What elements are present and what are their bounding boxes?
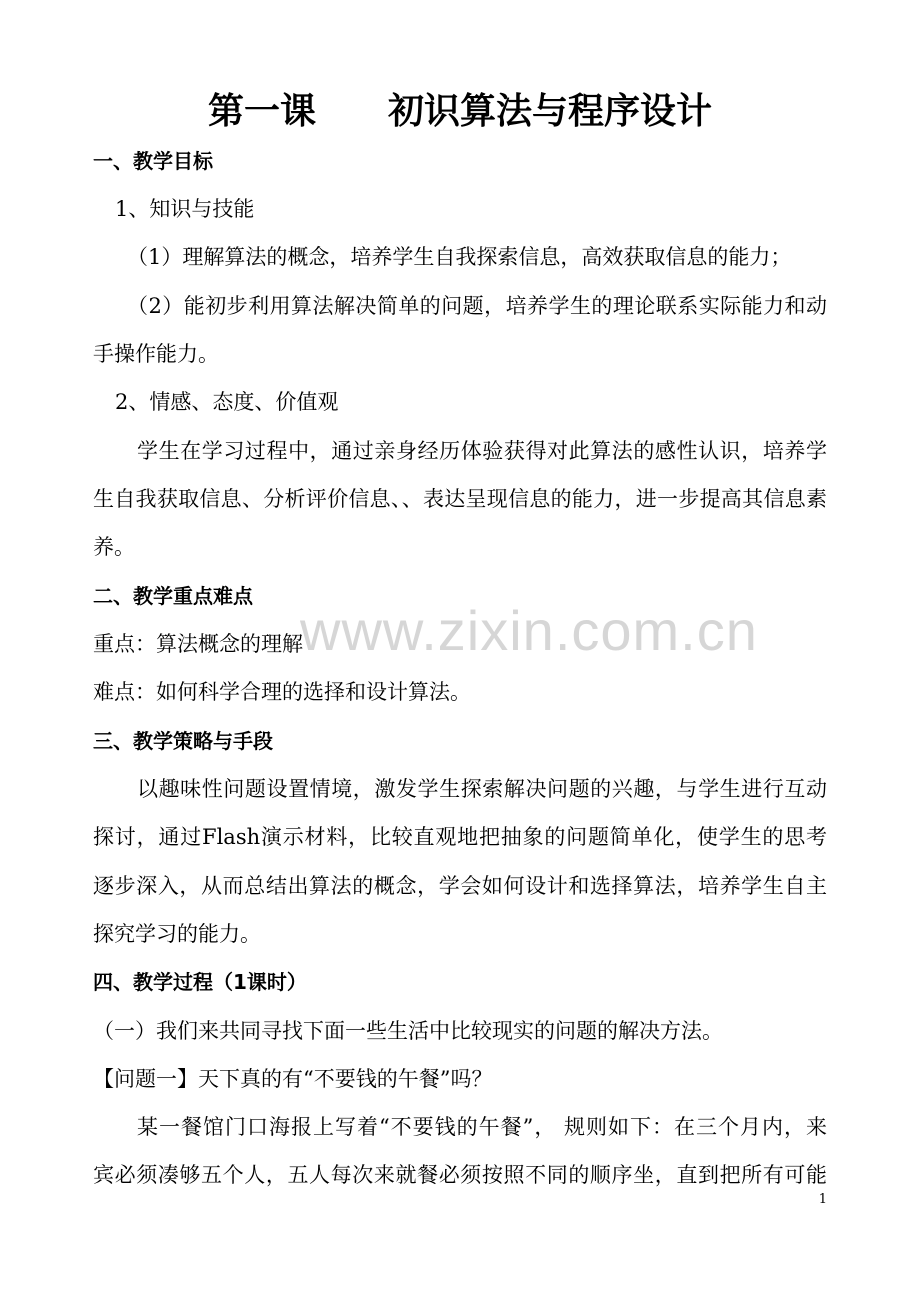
section-heading-3: 三、教学策略与手段 <box>93 729 273 753</box>
section-heading-2: 二、教学重点难点 <box>93 584 253 608</box>
paragraph-line: 逐步深入，从而总结出算法的概念，学会如何设计和选择算法，培养学生自主 <box>93 874 827 898</box>
paragraph-line: （1）理解算法的概念，培养学生自我探索信息，高效获取信息的能力； <box>127 245 792 269</box>
paragraph-line: 手操作能力。 <box>93 342 219 366</box>
paragraph-line: 养。 <box>93 535 135 559</box>
paragraph-line: 某一餐馆门口海报上写着“不要钱的午餐”， 规则如下：在三个月内，来 <box>137 1115 827 1139</box>
subheading-attitude-values: 2、情感、态度、价值观 <box>115 390 339 414</box>
paragraph-line: （一）我们来共同寻找下面一些生活中比较现实的问题的解决方法。 <box>93 1019 723 1043</box>
paragraph-line: 生自我获取信息、分析评价信息、、表达呈现信息的能力，进一步提高其信息素 <box>93 487 827 511</box>
paragraph-line: （2）能初步利用算法解决简单的问题，培养学生的理论联系实际能力和动 <box>127 294 827 318</box>
section-heading-4: 四、教学过程（1课时） <box>93 970 307 994</box>
page-title: 第一课 初识算法与程序设计 <box>207 91 712 132</box>
paragraph-line: 探讨，通过Flash演示材料，比较直观地把抽象的问题简单化，使学生的思考 <box>93 825 827 849</box>
page-number: 1 <box>818 1192 827 1207</box>
paragraph-line: 难点：如何科学合理的选择和设计算法。 <box>93 680 471 704</box>
paragraph-line: 探究学习的能力。 <box>93 922 261 946</box>
section-heading-1: 一、教学目标 <box>93 149 213 173</box>
paragraph-line: 以趣味性问题设置情境，激发学生探索解决问题的兴趣，与学生进行互动 <box>137 777 827 801</box>
watermark: www.zixin.com.cn <box>300 599 758 662</box>
problem-heading: 【问题一】天下真的有“不要钱的午餐”吗？ <box>93 1067 493 1091</box>
paragraph-line: 重点：算法概念的理解 <box>93 632 303 656</box>
subheading-knowledge-skills: 1、知识与技能 <box>115 197 255 221</box>
paragraph-line: 宾必须凑够五个人，五人每次来就餐必须按照不同的顺序坐，直到把所有可能 <box>93 1163 827 1187</box>
paragraph-line: 学生在学习过程中，通过亲身经历体验获得对此算法的感性认识，培养学 <box>137 439 827 463</box>
